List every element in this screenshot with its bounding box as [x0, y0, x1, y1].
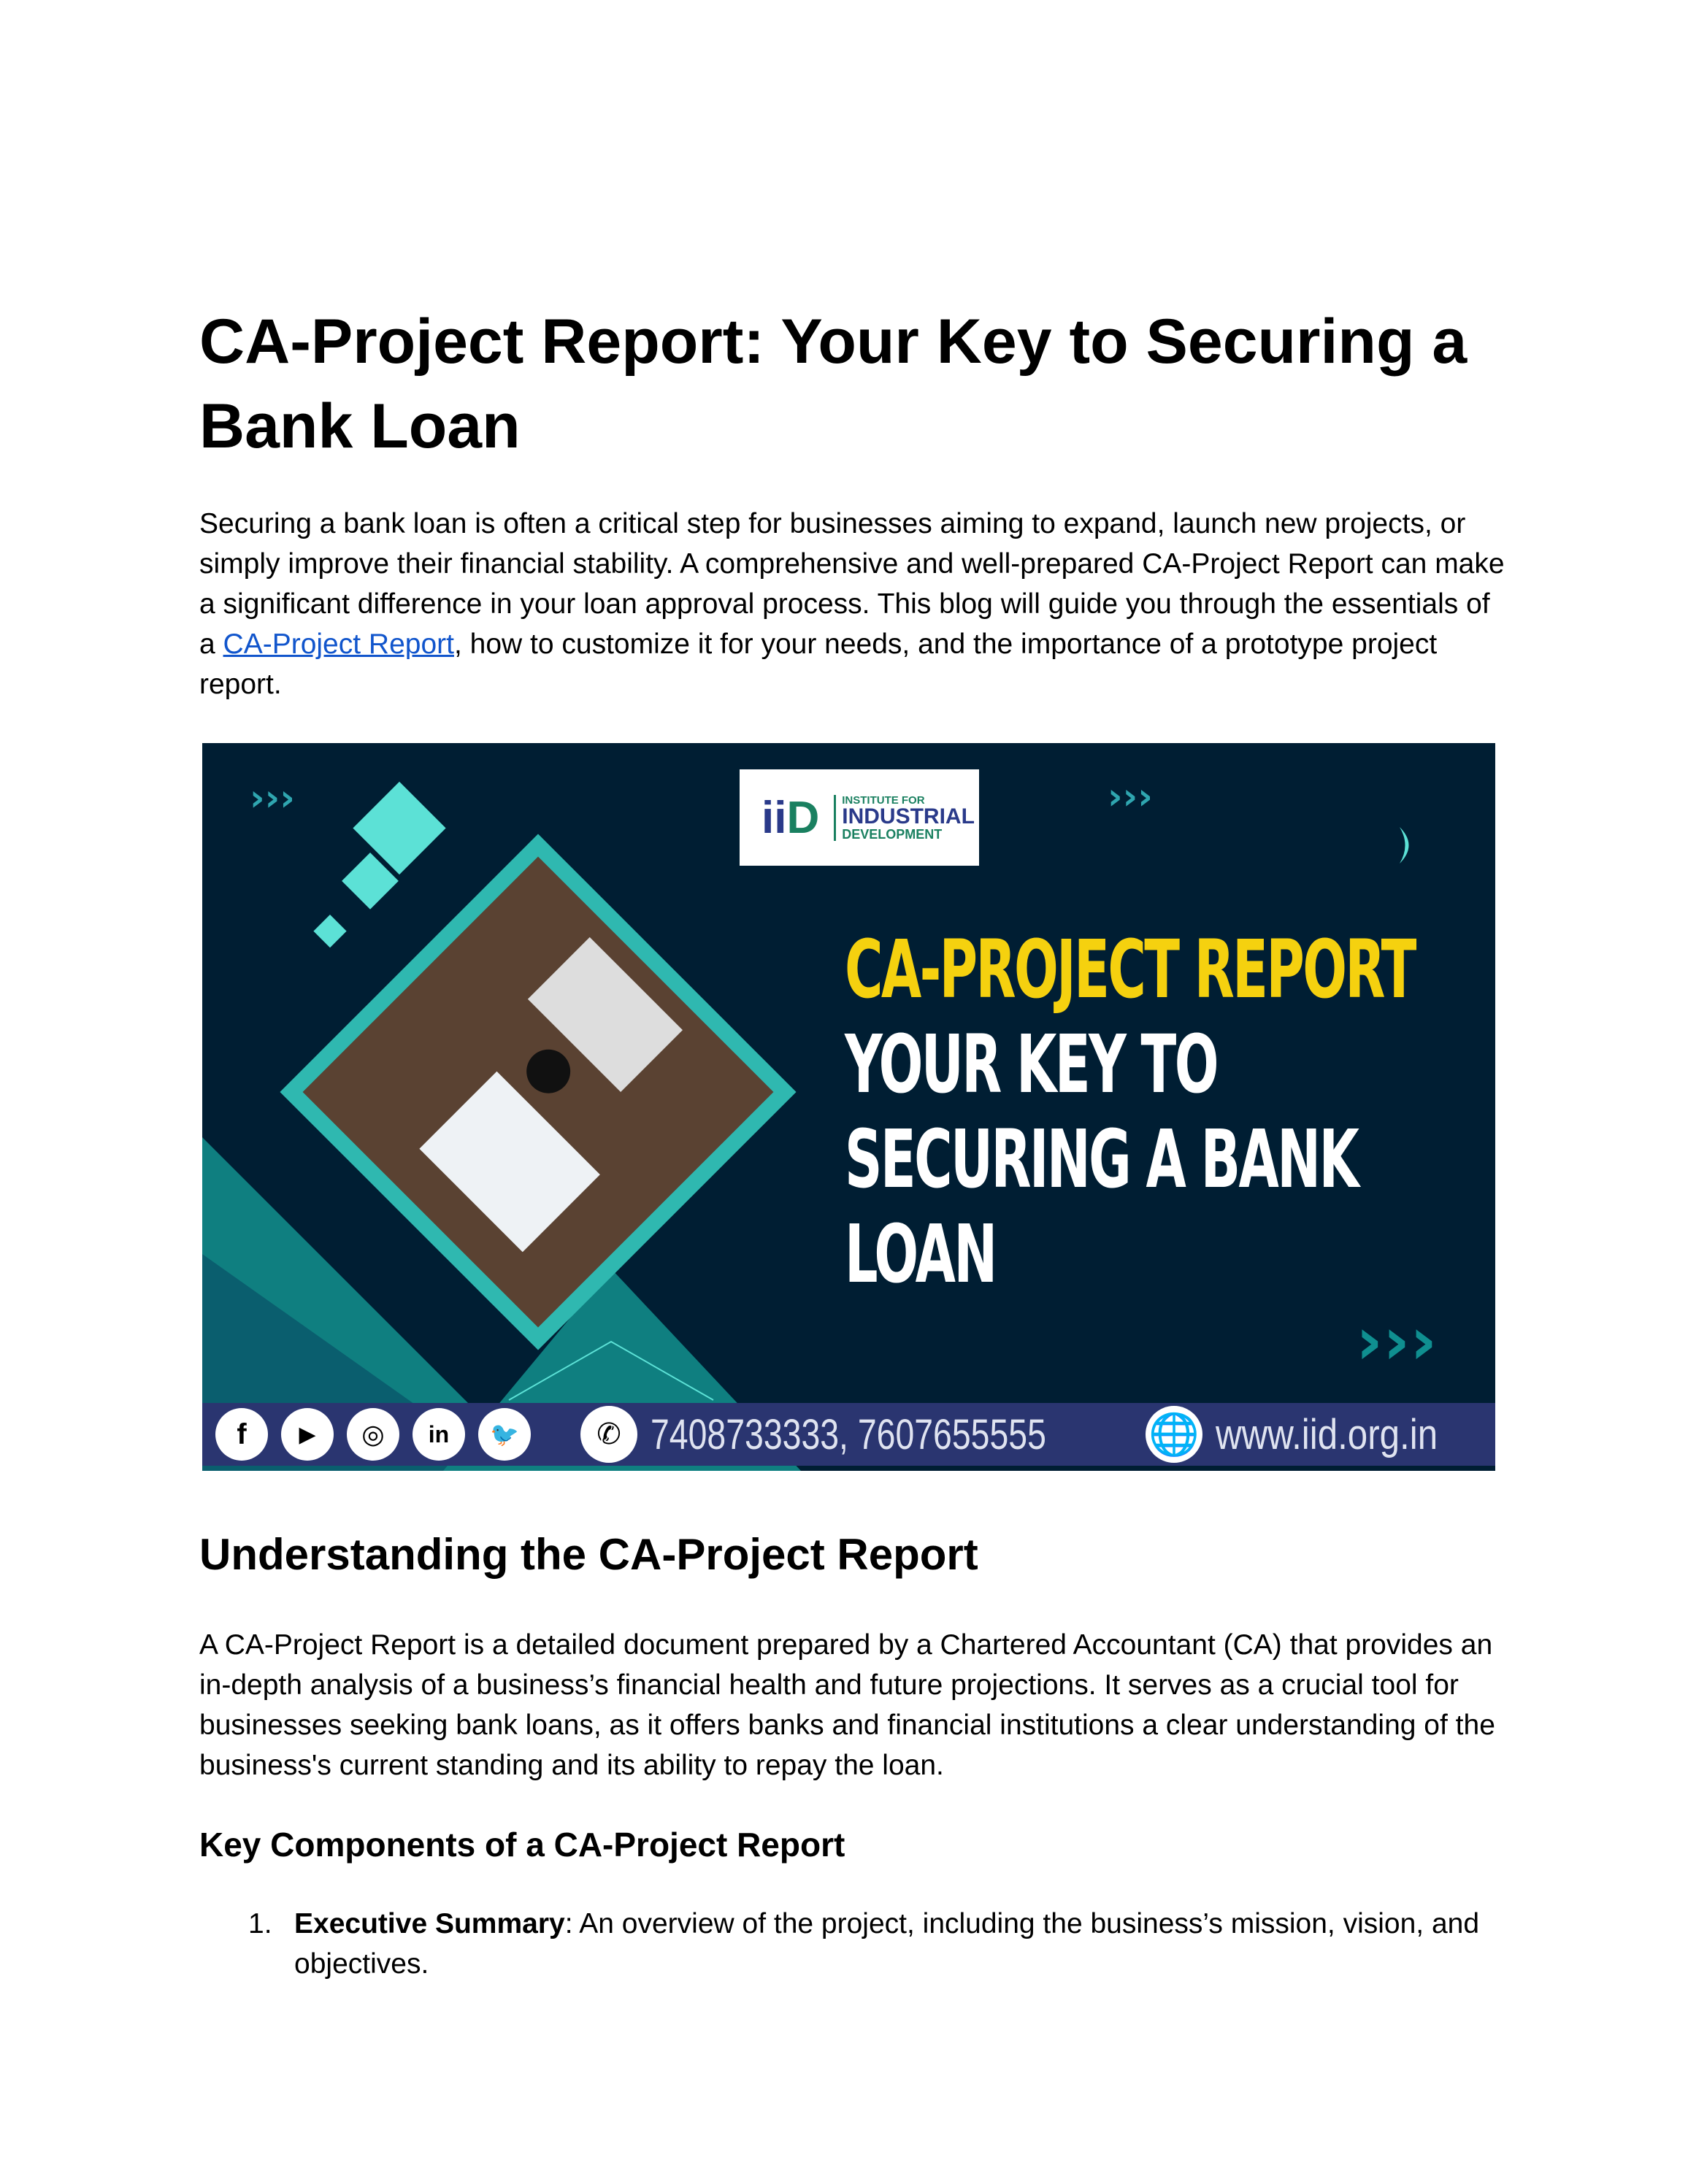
facebook-icon: f	[215, 1408, 268, 1461]
svg-text:›››: ›››	[250, 777, 295, 819]
intro-text-end: , how to customize it for your needs, and the importance of a prototype project report.	[199, 628, 1438, 700]
banner-subheadline-1: YOUR KEY TO	[845, 1018, 1217, 1111]
intro-paragraph	[199, 504, 1514, 704]
list-item-desc: : An overview of the project, including the business’s mission, vision, and objectives.	[294, 1908, 1480, 1980]
twitter-icon: 🐦	[478, 1408, 531, 1461]
list-item-title: Executive Summary	[294, 1908, 565, 1939]
list-text	[294, 1904, 1489, 1984]
banner-subheadline-2: SECURING A BANK	[845, 1112, 1358, 1206]
list-item	[248, 1904, 1489, 1984]
section-paragraph: A CA-Project Report is a detailed document prepared by a Chartered Accountant (CA) that provides an in-depth analysis of a business’s financial health and future projections. It serves as a crucial tool for businesses seeking bank loans, as it offers banks and financial institutions a clear understanding of the business's current standing and its ability to repay the loan.	[199, 1629, 1495, 1781]
section-heading: Understanding the CA-Project Report	[199, 1530, 978, 1579]
banner-subheadline-3: LOAN	[845, 1207, 996, 1301]
ca-project-report-link[interactable]: CA-Project Report	[223, 628, 454, 660]
page-title: CA-Project Report: Your Key to Securing a Bank Loan	[199, 307, 1468, 461]
banner-image	[202, 743, 1495, 1471]
svg-text:›››: ›››	[1108, 775, 1153, 818]
intro-text: Securing a bank loan is often a critical step for businesses aiming to expand, launch new projects, or simply improve their financial stability. A comprehensive and well-prepared CA-Project Report can make a significant difference in your loan approval process. This blog will guide you through the essentials of a	[199, 508, 1505, 660]
globe-icon: 🌐	[1146, 1406, 1202, 1463]
website-url: www.iid.org.in	[1216, 1410, 1438, 1458]
svg-text:›››: ›››	[1356, 1303, 1438, 1380]
phone-numbers: 7408733333, 7607655555	[651, 1410, 1046, 1458]
phone-icon: ✆	[580, 1406, 637, 1463]
instagram-icon: ◎	[347, 1408, 399, 1461]
linkedin-icon: in	[413, 1408, 465, 1461]
components-list	[248, 1904, 1489, 1984]
contact-bar	[202, 1403, 1495, 1466]
youtube-icon: ▶	[281, 1408, 334, 1461]
section-subheading: Key Components of a CA-Project Report	[199, 1826, 845, 1864]
iid-logo: iiD INSTITUTE FOR INDUSTRIAL DEVELOPMENT	[740, 769, 979, 866]
banner-headline: CA-PROJECT REPORT	[845, 923, 1415, 1016]
list-number: 1.	[248, 1908, 272, 1939]
